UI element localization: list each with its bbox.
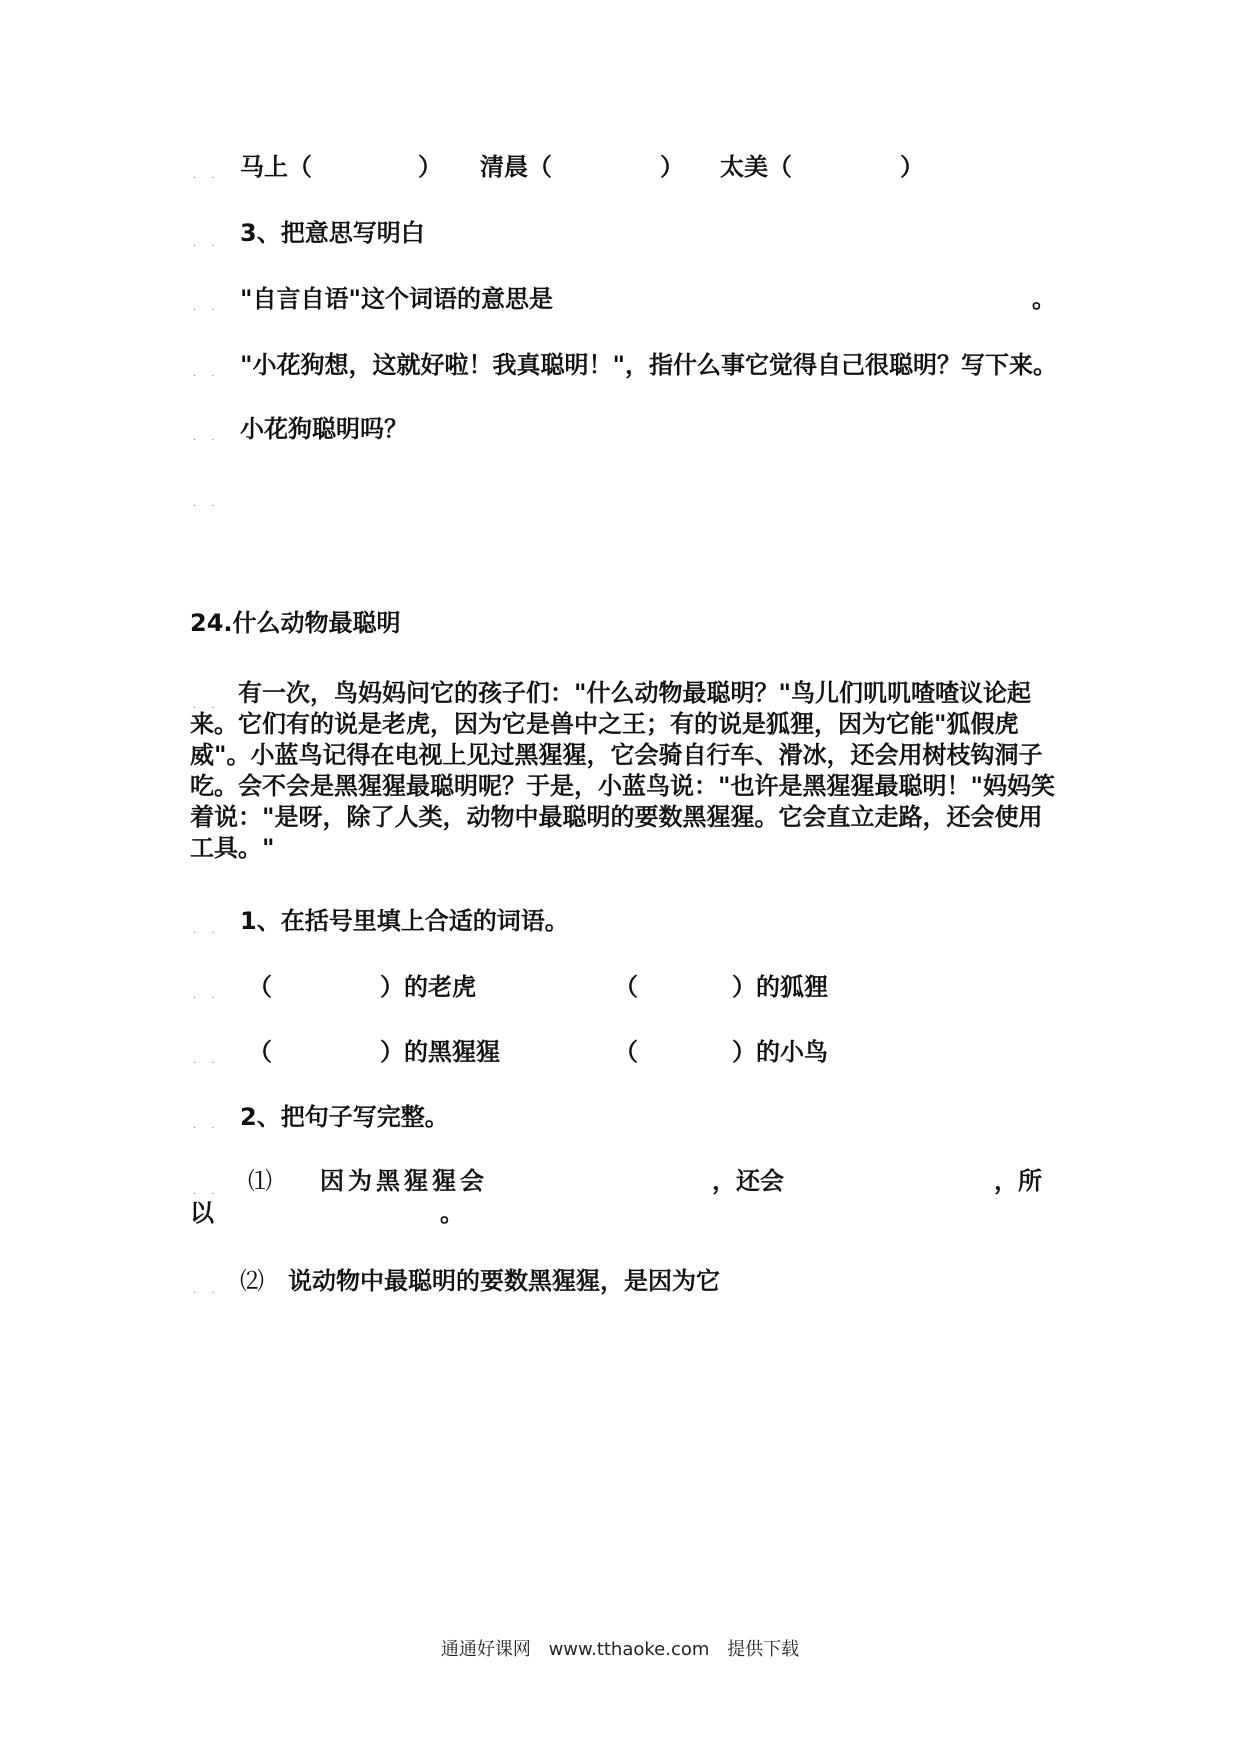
q1-row1-open-b: （	[614, 973, 638, 1001]
margin-mark: . .	[193, 1285, 221, 1296]
margin-mark: . .	[193, 990, 221, 1001]
lesson-passage-text: 有一次，鸟妈妈问它的孩子们："什么动物最聪明？"鸟儿们叽叽喳喳议论起来。它们有的说是老虎，因为它是兽中之王；有的说是狐狸，因为它能"狐假虎威"。小蓝鸟记得在电视上见过黑猩猩，它会骑自行车、滑冰，还会用树枝钩洞子吃。会不会是黑猩猩最聪明呢？于是，小蓝鸟说："也许是黑猩猩最聪明！"妈妈笑着说："是呀，除了人类，动物中最聪明的要数黑猩猩。它会直立走路，还会使用工具。"	[190, 679, 1056, 862]
q2-s1-number: ⑴	[248, 1167, 272, 1195]
margin-mark: . .	[193, 700, 221, 711]
q1-row1-open-a: （	[248, 973, 272, 1001]
margin-mark: . .	[193, 170, 221, 181]
q1-heading: 1、在括号里填上合适的词语。	[240, 907, 569, 935]
footer-suffix: 提供下载	[727, 1639, 800, 1660]
q2-s2-number: ⑵	[240, 1267, 264, 1295]
fill-item-1-word: 马上（	[240, 153, 312, 181]
margin-mark: . .	[193, 1120, 221, 1131]
q1-row2-close-b: ）的小鸟	[732, 1038, 828, 1066]
margin-mark: . .	[193, 498, 221, 509]
q3-line1: "自言自语"这个词语的意思是	[240, 285, 554, 313]
q2-s1-part-d: 以	[190, 1199, 214, 1227]
fill-item-1-close: ）	[418, 153, 442, 181]
q3-line3: 小花狗聪明吗？	[240, 415, 408, 443]
margin-mark: . .	[193, 432, 221, 443]
q1-row2-close-a: ）的黑猩猩	[380, 1038, 500, 1066]
q3-line2: "小花狗想，这就好啦！我真聪明！"，指什么事它觉得自己很聪明？写下来。	[240, 351, 1058, 379]
q2-s1-part-b: ，还会	[712, 1167, 784, 1195]
margin-mark: . .	[193, 1186, 221, 1197]
fill-item-3-close: ）	[900, 153, 924, 181]
fill-item-3-word: 太美（	[720, 153, 792, 181]
margin-mark: . .	[193, 1055, 221, 1066]
fill-item-2-close: ）	[660, 153, 684, 181]
q1-row2-open-b: （	[614, 1038, 638, 1066]
page-footer	[0, 1635, 1240, 1661]
margin-mark: . .	[193, 925, 221, 936]
lesson-title: 24.什么动物最聪明	[190, 609, 401, 637]
q1-row1-close-a: ）的老虎	[380, 973, 476, 1001]
q1-row2-open-a: （	[248, 1038, 272, 1066]
q1-row1-close-b: ）的狐狸	[732, 973, 828, 1001]
lesson-passage	[190, 678, 1060, 864]
margin-mark: . .	[193, 302, 221, 313]
q3-heading: 3、把意思写明白	[240, 219, 425, 247]
q2-s2-text: 说动物中最聪明的要数黑猩猩，是因为它	[288, 1267, 720, 1295]
q2-heading: 2、把句子写完整。	[240, 1103, 449, 1131]
q2-s1-end: 。	[440, 1199, 464, 1227]
footer-site-name: 通通好课网	[440, 1639, 531, 1660]
footer-url[interactable]: www.tthaoke.com	[548, 1639, 710, 1660]
fill-item-2-word: 清晨（	[480, 153, 552, 181]
margin-mark: . .	[193, 238, 221, 249]
margin-mark: . .	[193, 368, 221, 379]
q2-s1-part-a: 因为黑猩猩会	[320, 1167, 488, 1195]
q3-line1-end: 。	[1032, 285, 1056, 313]
q2-s1-part-c: ，所	[994, 1167, 1042, 1195]
